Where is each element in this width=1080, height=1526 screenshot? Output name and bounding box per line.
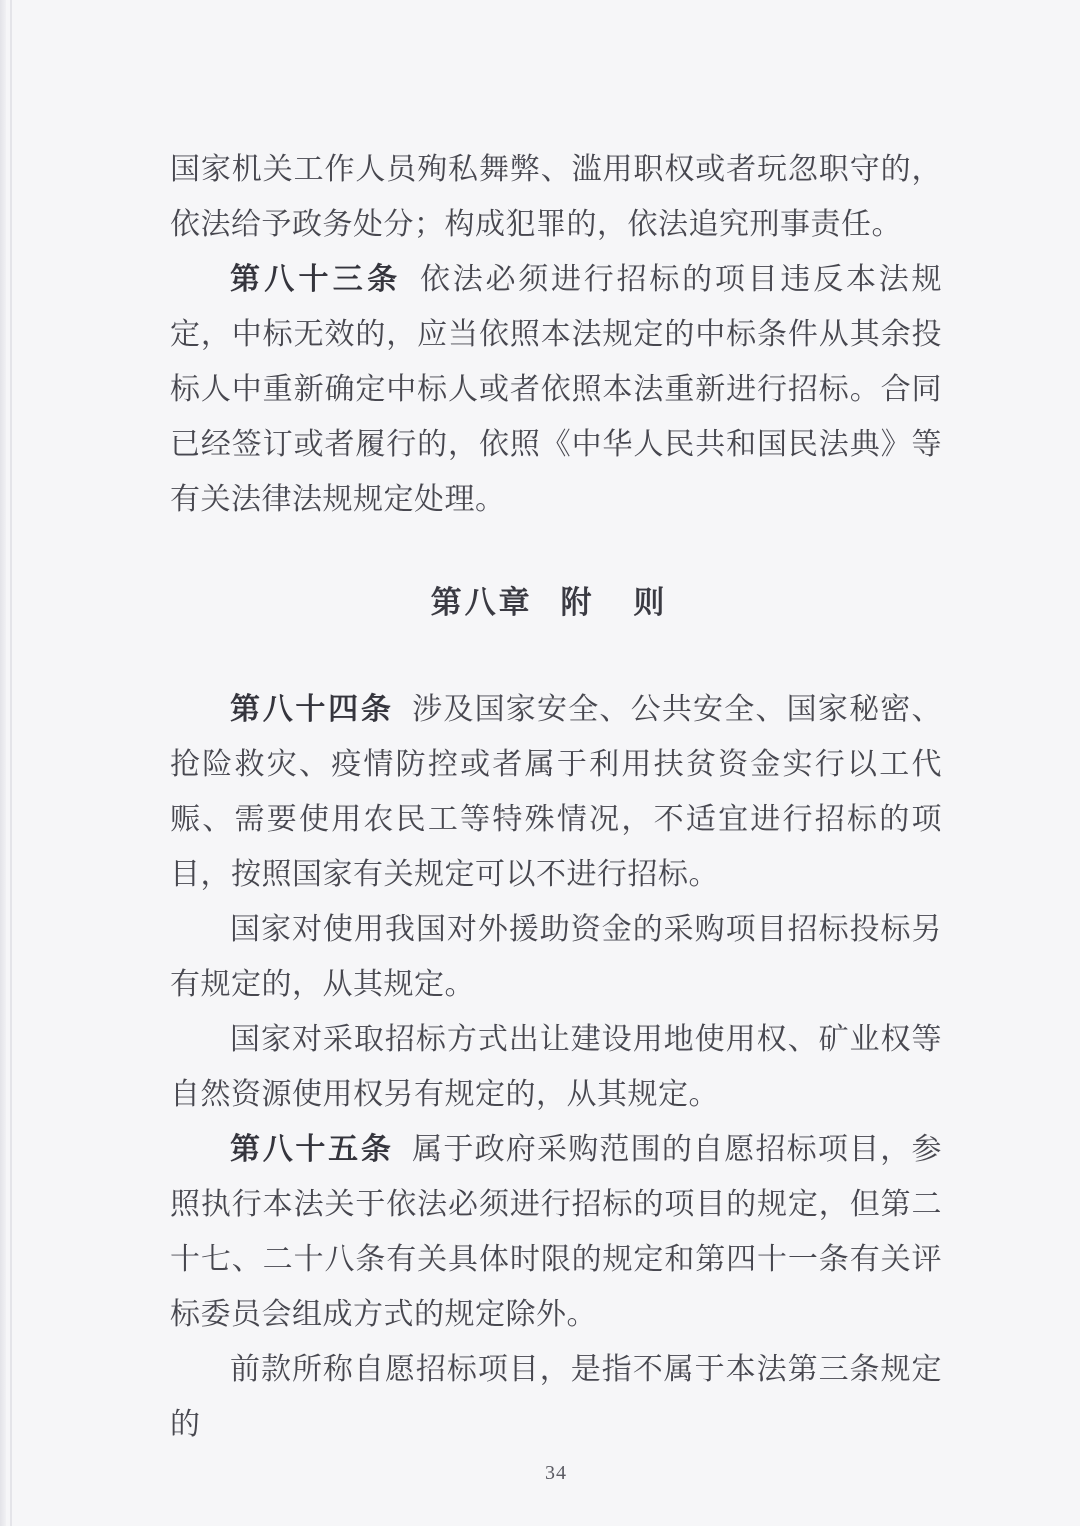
paragraph-article-83 xyxy=(170,252,942,527)
scan-edge-line xyxy=(10,0,12,1526)
paragraph-natural-resources xyxy=(170,1012,942,1122)
paragraph-text: 依法必须进行招标的项目违反本法规定，中标无效的，应当依照本法规定的中标条件从其余投标人中重新确定中标人或者依照本法重新进行招标。合同已经签订或者履行的，依照《中华人民共和国民法典》等有关法律法规规定处理。 xyxy=(170,263,943,516)
paragraph-penalty-continuation xyxy=(170,142,942,252)
chapter-title: 附 则 xyxy=(560,585,682,620)
paragraph-article-84 xyxy=(170,682,942,902)
paragraph-text: 前款所称自愿招标项目，是指不属于本法第三条规定的 xyxy=(170,1353,942,1441)
paragraph-text: 属于政府采购范围的自愿招标项目，参照执行本法关于依法必须进行招标的项目的规定，但第二十七、二十八条有关具体时限的规定和第四十一条有关评标委员会组成方式的规定除外。 xyxy=(170,1133,943,1331)
article-number-85: 第八十五条 xyxy=(230,1133,394,1166)
scan-edge-shadow xyxy=(0,0,6,1526)
paragraph-article-85 xyxy=(170,1122,942,1342)
chapter-heading xyxy=(170,575,942,630)
page-text-block xyxy=(170,0,942,1485)
page-number: 34 xyxy=(545,1462,567,1484)
paragraph-voluntary-bidding xyxy=(170,1342,942,1452)
paragraph-text: 国家对使用我国对外援助资金的采购项目招标投标另有规定的，从其规定。 xyxy=(170,913,942,1001)
paragraph-text: 国家机关工作人员殉私舞弊、滥用职权或者玩忽职守的，依法给予政务处分；构成犯罪的，依法追究刑事责任。 xyxy=(170,153,942,241)
paragraph-text: 国家对采取招标方式出让建设用地使用权、矿业权等自然资源使用权另有规定的，从其规定。 xyxy=(170,1023,942,1111)
chapter-number: 第八章 xyxy=(430,585,533,620)
paragraph-foreign-aid xyxy=(170,902,942,1012)
paragraph-text: 涉及国家安全、公共安全、国家秘密、抢险救灾、疫情防控或者属于利用扶贫资金实行以工代赈、需要使用农民工等特殊情况，不适宜进行招标的项目，按照国家有关规定可以不进行招标。 xyxy=(170,693,943,891)
article-number-84: 第八十四条 xyxy=(230,693,394,726)
article-number-83: 第八十三条 xyxy=(230,263,402,296)
